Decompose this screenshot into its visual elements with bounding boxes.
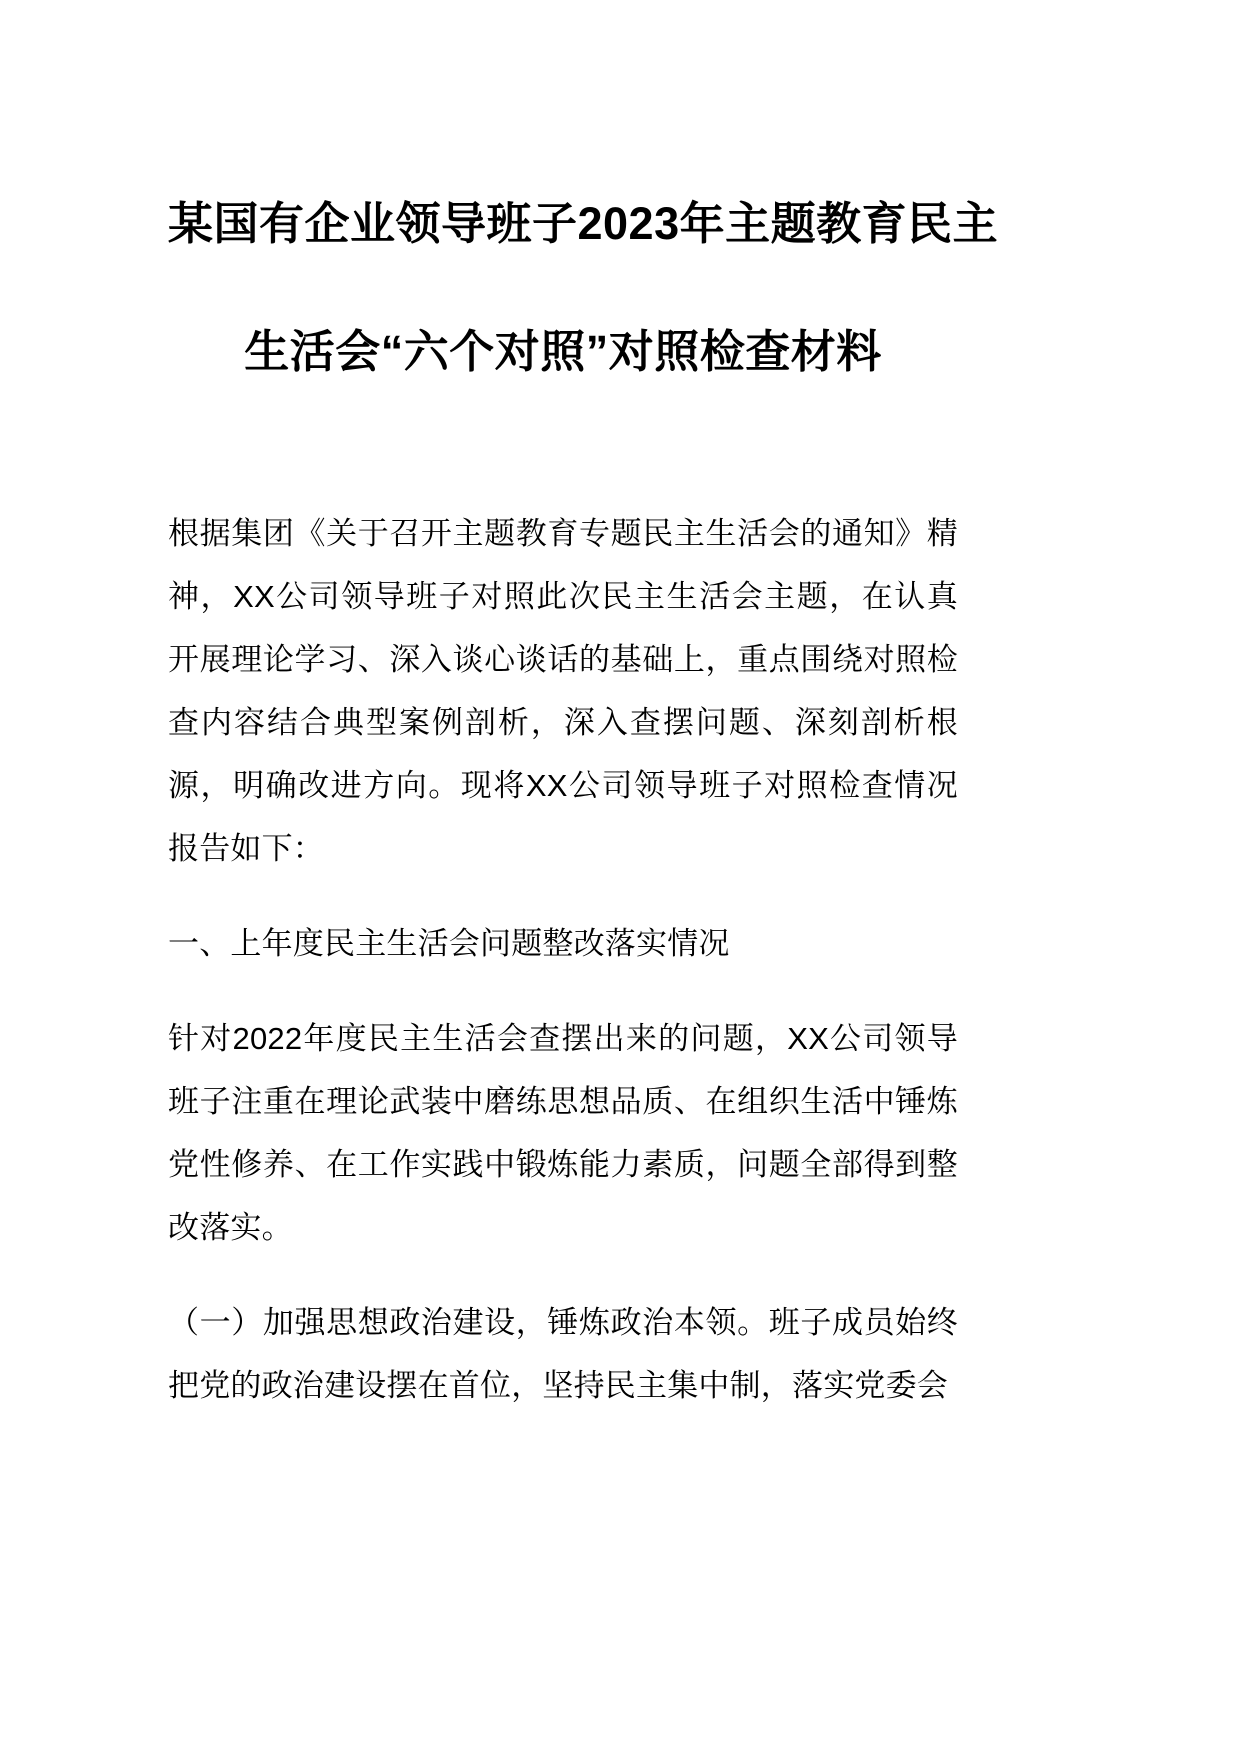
block-spacer (168, 880, 958, 912)
page-content (168, 0, 999, 1417)
intro-paragraph: 根据集团《关于召开主题教育专题民主生活会的通知》精神，XX公司领导班子对照此次民主生活会主题，在认真开展理论学习、深入谈心谈话的基础上，重点围绕对照检查内容结合典型案例剖析，深入查摆问题、深刻剖析根源，明确改进方向。现将XX公司领导班子对照检查情况报告如下： (168, 516, 958, 866)
block-spacer (168, 1259, 958, 1291)
block-spacer (168, 975, 958, 1007)
title-line-2: 生活会“六个对照”对照检查材料 (244, 326, 882, 377)
title-line-1: 某国有企业领导班子2023年主题教育民主 (168, 198, 999, 249)
document-title-block (168, 0, 999, 416)
section-1-paragraph-1: 针对2022年度民主生活会查摆出来的问题，XX公司领导班子注重在理论武装中磨练思想品质、在组织生活中锤炼党性修养、在工作实践中锻炼能力素质，问题全部得到整改落实。 (168, 1021, 958, 1245)
section-heading-1: 一、上年度民主生活会问题整改落实情况 (168, 926, 730, 961)
section-1-item-1: （一）加强思想政治建设，锤炼政治本领。班子成员始终把党的政治建设摆在首位，坚持民主集中制，落实党委会 (168, 1305, 958, 1403)
page-title (168, 160, 999, 416)
document-body (168, 416, 958, 1417)
